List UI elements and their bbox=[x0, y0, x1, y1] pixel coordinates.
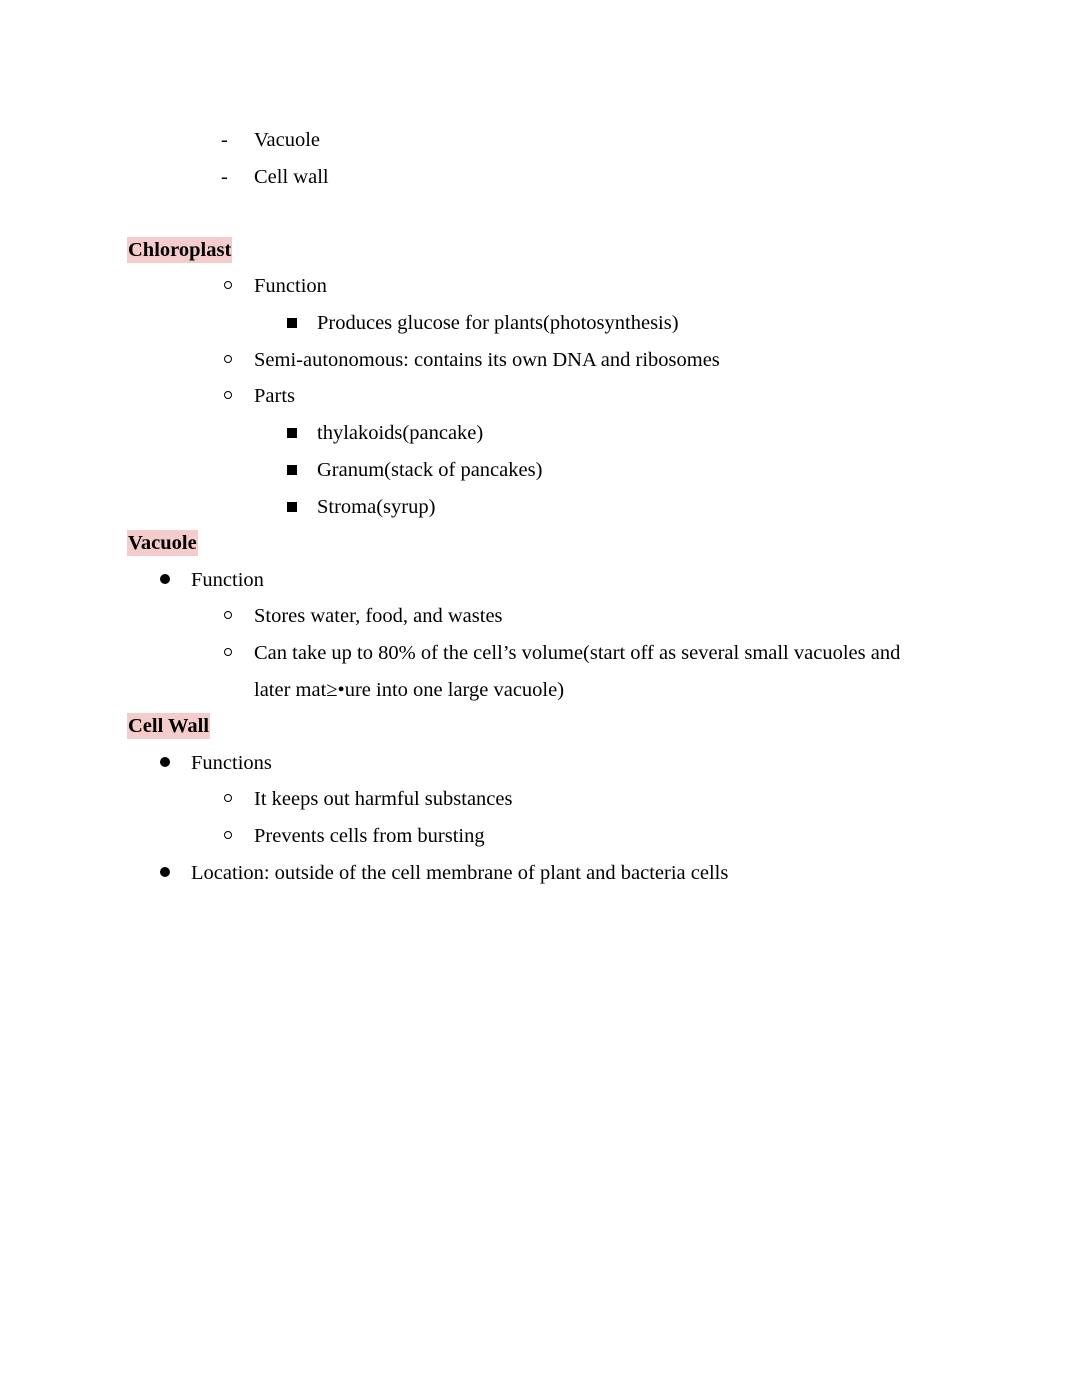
list-item-cell-wall: Cell wall bbox=[254, 166, 329, 188]
hollow-bullet-icon bbox=[224, 355, 232, 363]
chloroplast-part: thylakoids(pancake) bbox=[317, 422, 484, 444]
vacuole-function-label: Function bbox=[191, 569, 264, 591]
hollow-bullet-icon bbox=[224, 794, 232, 802]
vacuole-detail-2-line2: later mat≥•ure into one large vacuole) bbox=[254, 679, 565, 701]
chloroplast-function-detail: Produces glucose for plants(photosynthesis) bbox=[317, 312, 679, 334]
chloroplast-function-label: Function bbox=[254, 275, 327, 297]
cell-wall-function-2: Prevents cells from bursting bbox=[254, 825, 485, 847]
chloroplast-part: Stroma(syrup) bbox=[317, 496, 436, 518]
heading-cell-wall: Cell Wall bbox=[128, 715, 210, 737]
square-bullet-icon bbox=[287, 502, 297, 512]
cell-wall-function-1: It keeps out harmful substances bbox=[254, 788, 513, 810]
chloroplast-parts-label: Parts bbox=[254, 385, 295, 407]
list-item-vacuole: Vacuole bbox=[254, 129, 321, 151]
vacuole-detail-1: Stores water, food, and wastes bbox=[254, 605, 503, 627]
dash-marker: - bbox=[221, 129, 228, 151]
square-bullet-icon bbox=[287, 318, 297, 328]
hollow-bullet-icon bbox=[224, 611, 232, 619]
heading-chloroplast: Chloroplast bbox=[128, 239, 232, 261]
filled-bullet-icon bbox=[160, 867, 170, 877]
heading-vacuole: Vacuole bbox=[128, 532, 197, 554]
chloroplast-part: Granum(stack of pancakes) bbox=[317, 459, 543, 481]
hollow-bullet-icon bbox=[224, 648, 232, 656]
cell-wall-location: Location: outside of the cell membrane of plant and bacteria cells bbox=[191, 862, 729, 884]
square-bullet-icon bbox=[287, 465, 297, 475]
hollow-bullet-icon bbox=[224, 281, 232, 289]
dash-marker: - bbox=[221, 166, 228, 188]
cell-wall-functions-label: Functions bbox=[191, 752, 272, 774]
hollow-bullet-icon bbox=[224, 831, 232, 839]
hollow-bullet-icon bbox=[224, 391, 232, 399]
filled-bullet-icon bbox=[160, 574, 170, 584]
square-bullet-icon bbox=[287, 428, 297, 438]
chloroplast-semi-autonomous: Semi-autonomous: contains its own DNA and ribosomes bbox=[254, 349, 720, 371]
filled-bullet-icon bbox=[160, 757, 170, 767]
vacuole-detail-2-line1: Can take up to 80% of the cell’s volume(start off as several small vacuoles and bbox=[254, 642, 901, 664]
